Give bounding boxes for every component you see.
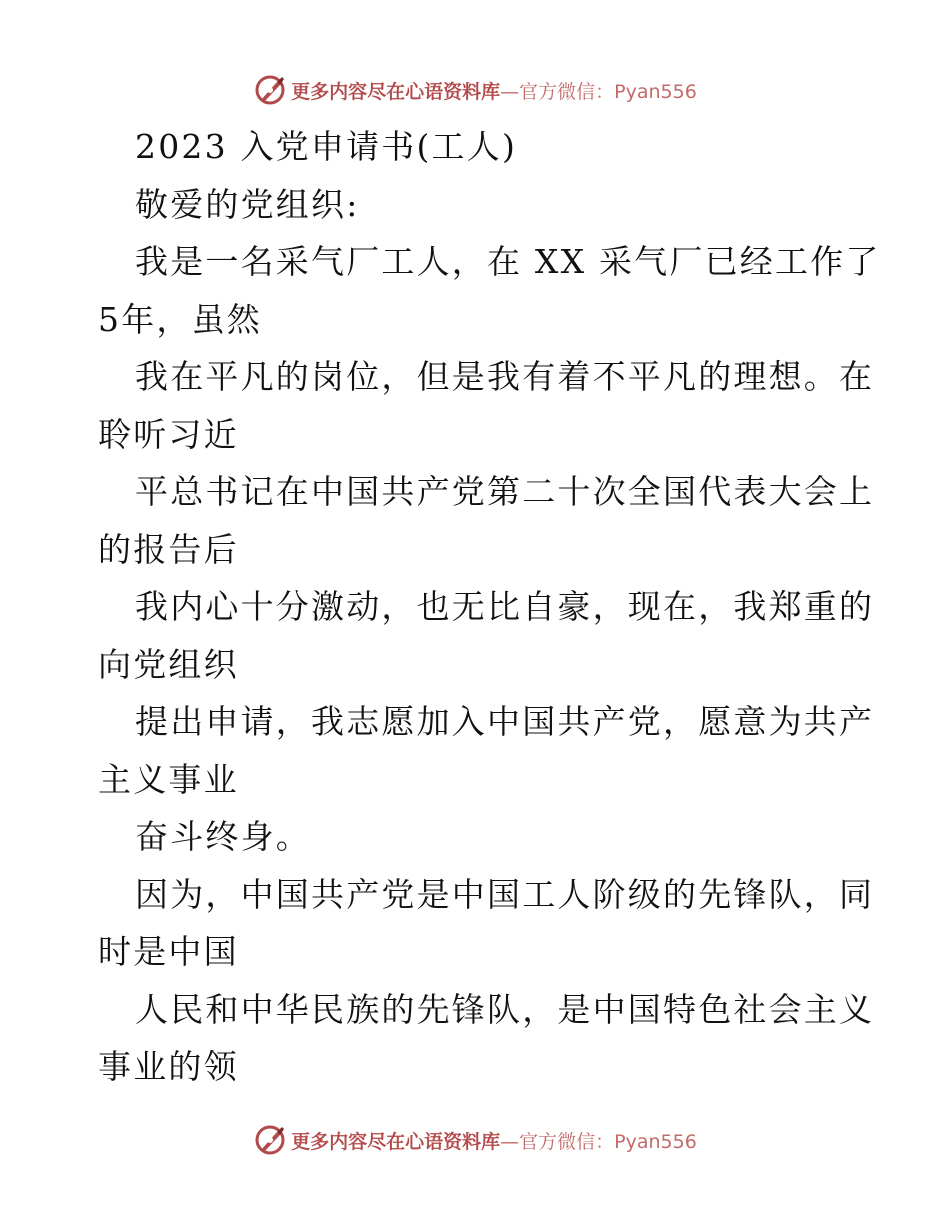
watermark-rest: —官方微信：Pyan556 [500,1130,697,1153]
text-line: 我内心十分激动，也无比自豪，现在，我郑重的 [135,587,875,626]
text-line: 我在平凡的岗位，但是我有着不平凡的理想。在 [135,357,875,396]
watermark-text [291,77,697,104]
watermark-text [291,1127,697,1154]
watermark-bold: 更多内容尽在心语资料库 [291,1130,501,1153]
text-line: 平总书记在中国共产党第二十次全国代表大会上 [135,472,875,511]
text-line: 人民和中华民族的先锋队，是中国特色社会主义 [135,989,875,1029]
header-watermark [0,70,950,110]
text-line: 5年，虽然 [98,299,262,339]
text-line: 我是一名采气厂工人，在 XX 采气厂已经工作了 [135,242,881,281]
text-line: 因为，中国共产党是中国工人阶级的先锋队，同 [135,874,875,914]
text-line: 时是中国 [98,932,239,971]
text-line: 主义事业 [98,759,239,799]
text-line: 聆听习近 [98,414,239,454]
watermark-bold: 更多内容尽在心语资料库 [291,80,501,103]
text-line: 奋斗终身。 [135,817,311,856]
text-line: 事业的领 [98,1047,239,1086]
document-body [98,118,881,1096]
footer-watermark [0,1120,950,1160]
text-line: 2023 入党申请书(工人) [135,127,518,166]
text-line: 提出申请，我志愿加入中国共产党，愿意为共产 [135,702,875,741]
text-line: 的报告后 [98,529,239,569]
watermark-rest: —官方微信：Pyan556 [500,80,697,103]
pen-logo-icon [253,1123,287,1157]
pen-logo-icon [253,73,287,107]
text-line: 向党组织 [98,644,239,684]
text-line: 敬爱的党组织: [135,184,360,224]
